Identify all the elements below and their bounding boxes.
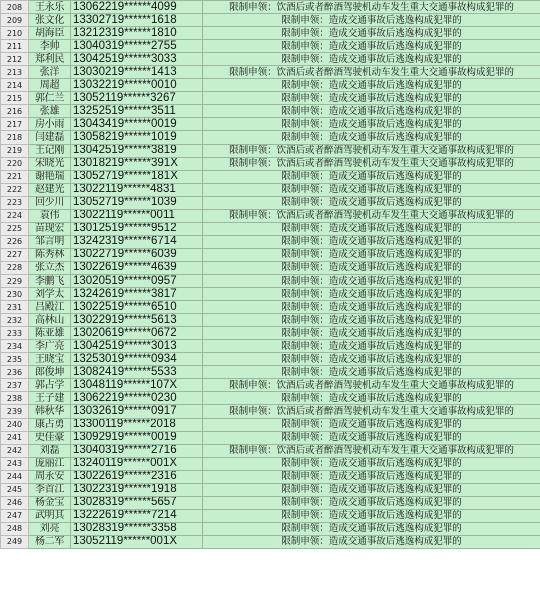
name-cell[interactable]: 李帅 [29, 40, 71, 53]
name-cell[interactable]: 陈亚雄 [29, 327, 71, 340]
restriction-note-cell[interactable]: 限制申领：饮酒后或者醉酒驾驶机动车发生重大交通事故构成犯罪的 [203, 405, 540, 418]
row-number-cell[interactable]: 210 [1, 27, 29, 40]
restriction-note-cell[interactable]: 限制申领：造成交通事故后逃逸构成犯罪的 [203, 118, 540, 131]
name-cell[interactable]: 郎俊坤 [29, 366, 71, 379]
row-number-cell[interactable]: 222 [1, 183, 29, 196]
restriction-note-cell[interactable]: 限制申领：造成交通事故后逃逸构成犯罪的 [203, 496, 540, 509]
restriction-note-cell[interactable]: 限制申领：造成交通事故后逃逸构成犯罪的 [203, 235, 540, 248]
restriction-note-cell[interactable]: 限制申领：造成交通事故后逃逸构成犯罪的 [203, 248, 540, 261]
id-number-cell[interactable]: 13222619******7214 [71, 509, 203, 522]
row-number-cell[interactable]: 216 [1, 105, 29, 118]
name-cell[interactable]: 高林山 [29, 314, 71, 327]
id-number-cell[interactable]: 13253019******0934 [71, 353, 203, 366]
id-number-cell[interactable]: 13058219******1019 [71, 131, 203, 144]
row-number-cell[interactable]: 231 [1, 301, 29, 314]
row-number-cell[interactable]: 243 [1, 457, 29, 470]
row-number-cell[interactable]: 211 [1, 40, 29, 53]
name-cell[interactable]: 袁伟 [29, 209, 71, 222]
id-number-cell[interactable]: 13240119******001X [71, 457, 203, 470]
id-number-cell[interactable]: 13300119******2018 [71, 418, 203, 431]
name-cell[interactable]: 房小雨 [29, 118, 71, 131]
restriction-note-cell[interactable]: 限制申领：造成交通事故后逃逸构成犯罪的 [203, 222, 540, 235]
table-row [1, 170, 540, 183]
table-row [1, 222, 540, 235]
name-cell[interactable]: 张雄 [29, 105, 71, 118]
name-cell[interactable]: 回少川 [29, 196, 71, 209]
name-cell[interactable]: 郑利民 [29, 53, 71, 66]
row-number-cell[interactable]: 248 [1, 522, 29, 535]
table-row [1, 274, 540, 287]
name-cell[interactable]: 邹言明 [29, 235, 71, 248]
table-row [1, 157, 540, 170]
id-number-cell[interactable]: 13092919******0019 [71, 431, 203, 444]
name-cell[interactable]: 韩秋华 [29, 405, 71, 418]
restriction-note-cell[interactable]: 限制申领：造成交通事故后逃逸构成犯罪的 [203, 431, 540, 444]
restriction-note-cell[interactable]: 限制申领：饮酒后或者醉酒驾驶机动车发生重大交通事故构成犯罪的 [203, 209, 540, 222]
table-row [1, 301, 540, 314]
restriction-note-cell[interactable]: 限制申领：造成交通事故后逃逸构成犯罪的 [203, 340, 540, 353]
restriction-note-cell[interactable]: 限制申领：造成交通事故后逃逸构成犯罪的 [203, 170, 540, 183]
name-cell[interactable]: 苗现宏 [29, 222, 71, 235]
table-row [1, 105, 540, 118]
table-row [1, 392, 540, 405]
id-number-cell[interactable]: 13043419******0019 [71, 118, 203, 131]
table-row [1, 522, 540, 535]
id-number-cell[interactable]: 13020619******0672 [71, 327, 203, 340]
table-row [1, 444, 540, 457]
row-number-cell[interactable]: 229 [1, 274, 29, 287]
restriction-note-cell[interactable]: 限制申领：造成交通事故后逃逸构成犯罪的 [203, 301, 540, 314]
name-cell[interactable]: 刘磊 [29, 444, 71, 457]
table-row [1, 457, 540, 470]
name-cell[interactable]: 陈秀林 [29, 248, 71, 261]
table-row [1, 248, 540, 261]
table-row [1, 509, 540, 522]
table-row [1, 470, 540, 483]
restriction-note-cell[interactable]: 限制申领：造成交通事故后逃逸构成犯罪的 [203, 53, 540, 66]
table-row [1, 1, 540, 14]
row-number-cell[interactable]: 215 [1, 92, 29, 105]
id-number-cell[interactable]: 13022519******6510 [71, 301, 203, 314]
table-row [1, 366, 540, 379]
table-row [1, 353, 540, 366]
table-row [1, 40, 540, 53]
row-number-cell[interactable]: 245 [1, 483, 29, 496]
id-number-cell[interactable]: 13302719******1618 [71, 14, 203, 27]
restriction-note-cell[interactable]: 限制申领：造成交通事故后逃逸构成犯罪的 [203, 105, 540, 118]
table-row [1, 66, 540, 79]
id-number-cell[interactable]: 13022919******5613 [71, 314, 203, 327]
id-number-cell[interactable]: 13040319******2755 [71, 40, 203, 53]
row-number-cell[interactable]: 237 [1, 379, 29, 392]
restriction-note-cell[interactable]: 限制申领：饮酒后或者醉酒驾驶机动车发生重大交通事故构成犯罪的 [203, 444, 540, 457]
restriction-note-cell[interactable]: 限制申领：造成交通事故后逃逸构成犯罪的 [203, 327, 540, 340]
table-row [1, 14, 540, 27]
id-number-cell[interactable]: 13048119******107X [71, 379, 203, 392]
restriction-note-cell[interactable]: 限制申领：造成交通事故后逃逸构成犯罪的 [203, 40, 540, 53]
name-cell[interactable]: 吕殿江 [29, 301, 71, 314]
table-row [1, 405, 540, 418]
name-cell[interactable]: 胡海臣 [29, 27, 71, 40]
row-number-cell[interactable]: 242 [1, 444, 29, 457]
id-number-cell[interactable]: 13012519******9512 [71, 222, 203, 235]
table-row [1, 535, 540, 548]
restriction-note-cell[interactable]: 限制申领：造成交通事故后逃逸构成犯罪的 [203, 353, 540, 366]
row-number-cell[interactable]: 247 [1, 509, 29, 522]
id-number-cell[interactable]: 13242619******3817 [71, 288, 203, 301]
table-row [1, 92, 540, 105]
table-row [1, 118, 540, 131]
restriction-note-cell[interactable]: 限制申领：造成交通事故后逃逸构成犯罪的 [203, 274, 540, 287]
id-number-cell[interactable]: 13042519******3819 [71, 144, 203, 157]
row-number-cell[interactable]: 239 [1, 405, 29, 418]
row-number-cell[interactable]: 218 [1, 131, 29, 144]
id-number-cell[interactable]: 13242319******6714 [71, 235, 203, 248]
id-number-cell[interactable]: 13030219******1413 [71, 66, 203, 79]
row-number-cell[interactable]: 219 [1, 144, 29, 157]
restriction-note-cell[interactable]: 限制申领：造成交通事故后逃逸构成犯罪的 [203, 314, 540, 327]
table-row [1, 261, 540, 274]
name-cell[interactable]: 史佳豪 [29, 431, 71, 444]
id-number-cell[interactable]: 13042519******3033 [71, 53, 203, 66]
table-row [1, 379, 540, 392]
restriction-note-cell[interactable]: 限制申领：饮酒后或者醉酒驾驶机动车发生重大交通事故构成犯罪的 [203, 1, 540, 14]
id-number-cell[interactable]: 13252519******3511 [71, 105, 203, 118]
name-cell[interactable]: 谢艳瑞 [29, 170, 71, 183]
restriction-note-cell[interactable]: 限制申领：造成交通事故后逃逸构成犯罪的 [203, 183, 540, 196]
row-number-cell[interactable]: 246 [1, 496, 29, 509]
id-number-cell[interactable]: 13062219******0230 [71, 392, 203, 405]
name-cell[interactable]: 周超 [29, 79, 71, 92]
table-row [1, 196, 540, 209]
name-cell[interactable]: 闫建磊 [29, 131, 71, 144]
id-number-cell[interactable]: 13032619******0917 [71, 405, 203, 418]
restriction-note-cell[interactable]: 限制申领：造成交通事故后逃逸构成犯罪的 [203, 92, 540, 105]
row-number-cell[interactable]: 223 [1, 196, 29, 209]
table-body [1, 1, 540, 549]
restriction-note-cell[interactable]: 限制申领：造成交通事故后逃逸构成犯罪的 [203, 288, 540, 301]
table-row [1, 183, 540, 196]
row-number-cell[interactable]: 238 [1, 392, 29, 405]
row-number-cell[interactable]: 214 [1, 79, 29, 92]
id-number-cell[interactable]: 13042519******3013 [71, 340, 203, 353]
row-number-cell[interactable]: 230 [1, 288, 29, 301]
restriction-note-cell[interactable]: 限制申领：造成交通事故后逃逸构成犯罪的 [203, 366, 540, 379]
restriction-note-cell[interactable]: 限制申领：造成交通事故后逃逸构成犯罪的 [203, 457, 540, 470]
name-cell[interactable]: 赵建光 [29, 183, 71, 196]
row-number-cell[interactable]: 220 [1, 157, 29, 170]
id-number-cell[interactable]: 13018219******391X [71, 157, 203, 170]
row-number-cell[interactable]: 249 [1, 535, 29, 548]
id-number-cell[interactable]: 13022119******4831 [71, 183, 203, 196]
table-row [1, 235, 540, 248]
id-number-cell[interactable]: 13022619******4639 [71, 261, 203, 274]
id-number-cell[interactable]: 13062219******4099 [71, 1, 203, 14]
table-row [1, 340, 540, 353]
row-number-cell[interactable]: 221 [1, 170, 29, 183]
name-cell[interactable]: 王记刚 [29, 144, 71, 157]
name-cell[interactable]: 宋晓光 [29, 157, 71, 170]
row-number-cell[interactable]: 224 [1, 209, 29, 222]
restriction-note-cell[interactable]: 限制申领：造成交通事故后逃逸构成犯罪的 [203, 483, 540, 496]
row-number-cell[interactable]: 209 [1, 14, 29, 27]
table-row [1, 53, 540, 66]
restriction-note-cell[interactable]: 限制申领：造成交通事故后逃逸构成犯罪的 [203, 131, 540, 144]
name-cell[interactable]: 张洋 [29, 66, 71, 79]
restriction-note-cell[interactable]: 限制申领：造成交通事故后逃逸构成犯罪的 [203, 509, 540, 522]
name-cell[interactable]: 康占勇 [29, 418, 71, 431]
id-number-cell[interactable]: 13212319******1810 [71, 27, 203, 40]
restriction-note-cell[interactable]: 限制申领：造成交通事故后逃逸构成犯罪的 [203, 79, 540, 92]
name-cell[interactable]: 武明其 [29, 509, 71, 522]
name-cell[interactable]: 郭仁兰 [29, 92, 71, 105]
table-row [1, 144, 540, 157]
id-number-cell[interactable]: 13082419******5533 [71, 366, 203, 379]
restriction-note-cell[interactable]: 限制申领：造成交通事故后逃逸构成犯罪的 [203, 535, 540, 548]
table-row [1, 288, 540, 301]
restriction-note-cell[interactable]: 限制申领：造成交通事故后逃逸构成犯罪的 [203, 196, 540, 209]
row-number-cell[interactable]: 217 [1, 118, 29, 131]
name-cell[interactable]: 郭占学 [29, 379, 71, 392]
id-number-cell[interactable]: 13032219******0010 [71, 79, 203, 92]
name-cell[interactable]: 刘亮 [29, 522, 71, 535]
id-number-cell[interactable]: 13028319******5657 [71, 496, 203, 509]
restriction-note-cell[interactable]: 限制申领：饮酒后或者醉酒驾驶机动车发生重大交通事故构成犯罪的 [203, 157, 540, 170]
row-number-cell[interactable]: 213 [1, 66, 29, 79]
name-cell[interactable]: 王永乐 [29, 1, 71, 14]
table-row [1, 209, 540, 222]
name-cell[interactable]: 李鹏飞 [29, 274, 71, 287]
id-number-cell[interactable]: 13028319******3358 [71, 522, 203, 535]
row-number-cell[interactable]: 236 [1, 366, 29, 379]
id-number-cell[interactable]: 13022619******2316 [71, 470, 203, 483]
row-number-cell[interactable]: 240 [1, 418, 29, 431]
table-row [1, 131, 540, 144]
row-number-cell[interactable]: 241 [1, 431, 29, 444]
id-number-cell[interactable]: 13052119******3267 [71, 92, 203, 105]
restriction-note-cell[interactable]: 限制申领：造成交通事故后逃逸构成犯罪的 [203, 392, 540, 405]
name-cell[interactable]: 杨金宝 [29, 496, 71, 509]
row-number-cell[interactable]: 226 [1, 235, 29, 248]
id-number-cell[interactable]: 13022119******0011 [71, 209, 203, 222]
restriction-note-cell[interactable]: 限制申领：造成交通事故后逃逸构成犯罪的 [203, 27, 540, 40]
restriction-note-cell[interactable]: 限制申领：造成交通事故后逃逸构成犯罪的 [203, 14, 540, 27]
id-number-cell[interactable]: 13020519******0957 [71, 274, 203, 287]
row-number-cell[interactable]: 208 [1, 1, 29, 14]
name-cell[interactable]: 王晓宝 [29, 353, 71, 366]
restriction-note-cell[interactable]: 限制申领：造成交通事故后逃逸构成犯罪的 [203, 418, 540, 431]
restriction-note-cell[interactable]: 限制申领：造成交通事故后逃逸构成犯罪的 [203, 470, 540, 483]
table-row [1, 314, 540, 327]
row-number-cell[interactable]: 228 [1, 261, 29, 274]
row-number-cell[interactable]: 234 [1, 340, 29, 353]
name-cell[interactable]: 庞丽江 [29, 457, 71, 470]
row-number-cell[interactable]: 227 [1, 248, 29, 261]
name-cell[interactable]: 张立杰 [29, 261, 71, 274]
name-cell[interactable]: 杨二军 [29, 535, 71, 548]
table-row [1, 418, 540, 431]
row-number-cell[interactable]: 212 [1, 53, 29, 66]
table-row [1, 496, 540, 509]
table-row [1, 79, 540, 92]
restriction-note-cell[interactable]: 限制申领：造成交通事故后逃逸构成犯罪的 [203, 522, 540, 535]
id-number-cell[interactable]: 13022719******6039 [71, 248, 203, 261]
table-row [1, 327, 540, 340]
restriction-note-cell[interactable]: 限制申领：饮酒后或者醉酒驾驶机动车发生重大交通事故构成犯罪的 [203, 144, 540, 157]
name-cell[interactable]: 刘学太 [29, 288, 71, 301]
row-number-cell[interactable]: 244 [1, 470, 29, 483]
row-number-cell[interactable]: 232 [1, 314, 29, 327]
table-row [1, 27, 540, 40]
table-row [1, 483, 540, 496]
id-number-cell[interactable]: 13052119******001X [71, 535, 203, 548]
row-number-cell[interactable]: 235 [1, 353, 29, 366]
row-number-cell[interactable]: 225 [1, 222, 29, 235]
id-number-cell[interactable]: 13052719******181X [71, 170, 203, 183]
name-cell[interactable]: 王子建 [29, 392, 71, 405]
restriction-note-cell[interactable]: 限制申领：造成交通事故后逃逸构成犯罪的 [203, 261, 540, 274]
name-cell[interactable]: 周永安 [29, 470, 71, 483]
id-number-cell[interactable]: 13040319******2716 [71, 444, 203, 457]
restriction-note-cell[interactable]: 限制申领：饮酒后或者醉酒驾驶机动车发生重大交通事故构成犯罪的 [203, 379, 540, 392]
name-cell[interactable]: 李广亮 [29, 340, 71, 353]
table-row [1, 431, 540, 444]
row-number-cell[interactable]: 233 [1, 327, 29, 340]
id-number-cell[interactable]: 13022319******1918 [71, 483, 203, 496]
name-cell[interactable]: 李首江 [29, 483, 71, 496]
name-cell[interactable]: 张文化 [29, 14, 71, 27]
restriction-note-cell[interactable]: 限制申领：饮酒后或者醉酒驾驶机动车发生重大交通事故构成犯罪的 [203, 66, 540, 79]
id-number-cell[interactable]: 13052719******1039 [71, 196, 203, 209]
